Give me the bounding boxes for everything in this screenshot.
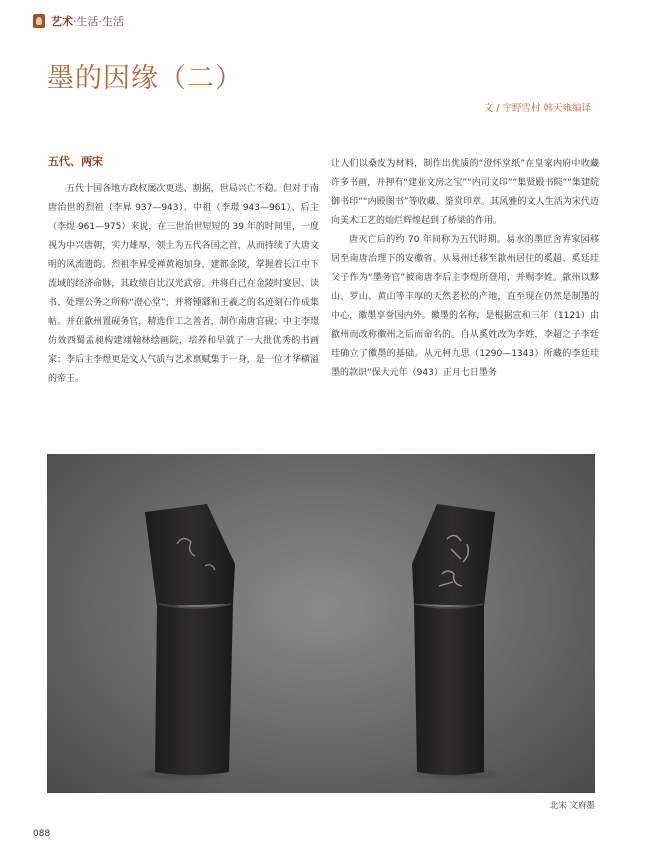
ink-stick-left (132, 504, 235, 782)
ink-stick-right (407, 504, 507, 782)
left-column (48, 155, 319, 389)
magazine-logo-icon (33, 14, 45, 28)
article-byline: 文 / 宇野雪村 韩天雍编译 (483, 103, 591, 114)
right-paragraph-1: 让人们以桑皮为材料，制作出优质的“澄怀堂纸”在皇家内府中收藏许多书画，并押有“建业文房之宝”“内司文印”“集贤殿书院”“集建院御书印”“内殿图书”等收藏、鉴赏印章。其风雅的文人生活为宋代迈向美术工艺的灿烂辉煌起到了桥梁的作用。 (331, 159, 599, 226)
right-paragraph-2: 唐灭亡后的约 70 年间称为五代时期。易水的墨匠舍弃家园移居至南唐治理下的安徽省。从易州迁移至歙州居住的奚超、奚廷珪父子作为“墨务官”被南唐李后主李煜所登用，并赐李姓。歙州以黟山、罗山、黄山等丰厚的天然老松的产地，直至现在仍然是制墨的中心，徽墨享誉国内外。徽墨的名称，是根据宣和三年（1121）由歙州而改称徽州之后而命名的。自从奚姓改为李姓，李超之子李廷珪确立了徽墨的基础。从元柯九思（1290—1343）所藏的李廷珪墨的款识“保大元年（943）正月七日墨务 (331, 235, 599, 378)
right-column (331, 155, 599, 383)
ink-stick-photo (47, 454, 595, 793)
header-section-label: 艺术·生活·生活 (51, 15, 124, 28)
page-header (33, 12, 124, 30)
page-number: 088 (33, 829, 51, 839)
left-paragraph-1: 五代十国各地方政权屡次更迭、割据，世局兴亡不稳。但对于南唐治世的烈祖（李昪 937—943）、中祖（李璟 943—961）、后主（李煜 961—975）来说，在三世治世短短的 39 年的时间里，一度视为中兴唐朝，实力雄厚，领土为五代各国之首，从而持续了大唐文明的风流遗韵。烈祖李昪受禅黄袍加身，建都金陵，掌握着长江中下流域的经济命脉，其政绩自比汉光武帝。并将自己在金陵时宴居、读书、处理公务之所称“澄心堂”，并将锺繇和王羲之的名迹刻石作成集帖。并在歙州置砚务官，精选作工之善者，制作南唐官砚；中主李璟仿效西蜀孟昶构建翊翰林绘画院，培养和早就了一大批优秀的书画家；李后主李煜更是文人气质与艺术禀赋集于一身，是一位才华横溢的帝王。 (48, 184, 319, 384)
article-title: 墨的因缘（二） (47, 63, 243, 94)
section-heading: 五代、两宋 (48, 155, 103, 168)
ink-stick-illustration (47, 454, 595, 793)
photo-caption: 北宋 文府墨 (549, 801, 595, 811)
